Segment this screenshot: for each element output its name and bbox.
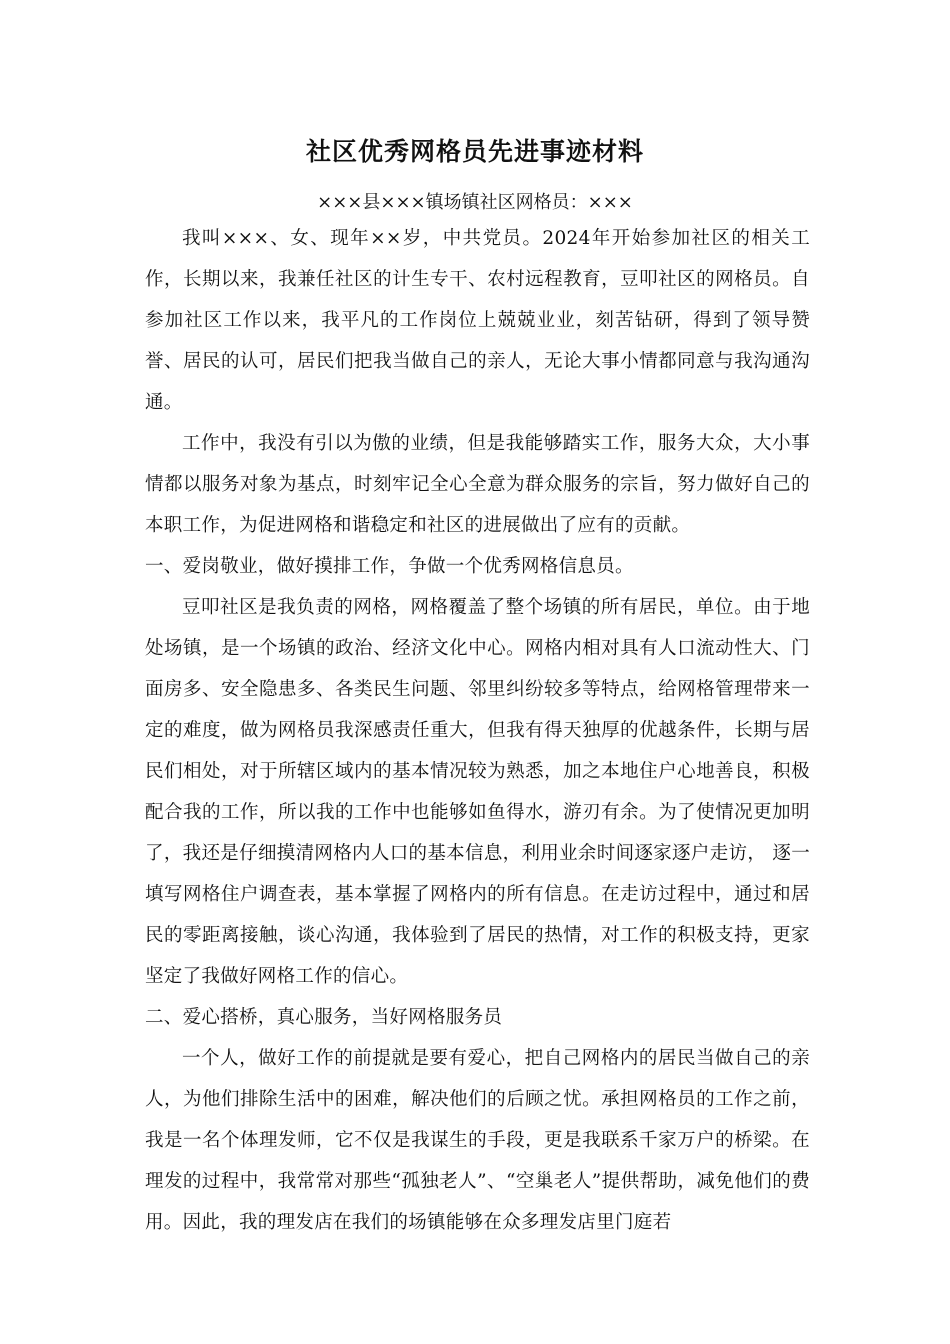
section-heading: 一、爱岗敬业，做好摸排工作，争做一个优秀网格信息员。 <box>145 556 634 577</box>
body-paragraph: 豆叩社区是我负责的网格，网格覆盖了整个场镇的所有居民，单位。由于地处场镇，是一个场镇的政治、经济文化中心。网格内相对具有人口流动性大、门面房多、安全隐患多、各类民生问题、邻里纠纷较多等特点，给网格管理带来一定的难度，做为网格员我深感责任重大，但我有得天独厚的优越条件，长期与居民们相处，对于所辖区域内的基本情况较为熟悉，加之本地住户心地善良，积极配合我的工作，所以我的工作中也能够如鱼得水，游刃有余。为了使情况更加明了，我还是仔细摸清网格内人口的基本信息，利用业余时间逐家逐户走访， 逐一填写网格住户调查表，基本掌握了网格内的所有信息。在走访过程中，通过和居民的零距离接触，谈心沟通，我体验到了居民的热情，对工作的积极支持，更家坚定了我做好网格工作的信心。 <box>145 597 810 987</box>
section-heading: 二、爱心搭桥，真心服务，当好网格服务员 <box>145 1007 503 1028</box>
document-title: 社区优秀网格员先进事迹材料 <box>305 137 644 166</box>
document-body <box>145 218 810 1243</box>
document-subtitle: ×××县×××镇场镇社区网格员：××× <box>317 192 633 213</box>
body-paragraph: 一个人，做好工作的前提就是要有爱心，把自己网格内的居民当做自己的亲人，为他们排除生活中的困难，解决他们的后顾之忧。承担网格员的工作之前，我是一名个体理发师，它不仅是我谋生的手段，更是我联系千家万户的桥梁。在理发的过程中，我常常对那些“孤独老人”、“空巢老人”提供帮助，减免他们的费用。因此，我的理发店在我们的场镇能够在众多理发店里门庭若 <box>145 1048 810 1233</box>
body-paragraph: 工作中，我没有引以为傲的业绩，但是我能够踏实工作，服务大众，大小事情都以服务对象为基点，时刻牢记全心全意为群众服务的宗旨，努力做好自己的本职工作，为促进网格和谐稳定和社区的进展做出了应有的贡献。 <box>145 433 810 536</box>
body-paragraph: 我叫×××、女、现年××岁，中共党员。2024年开始参加社区的相关工作，长期以来，我兼任社区的计生专干、农村远程教育，豆叩社区的网格员。自参加社区工作以来，我平凡的工作岗位上兢兢业业，刻苦钻研，得到了领导赞誉、居民的认可，居民们把我当做自己的亲人，无论大事小情都同意与我沟通沟通。 <box>145 228 810 413</box>
